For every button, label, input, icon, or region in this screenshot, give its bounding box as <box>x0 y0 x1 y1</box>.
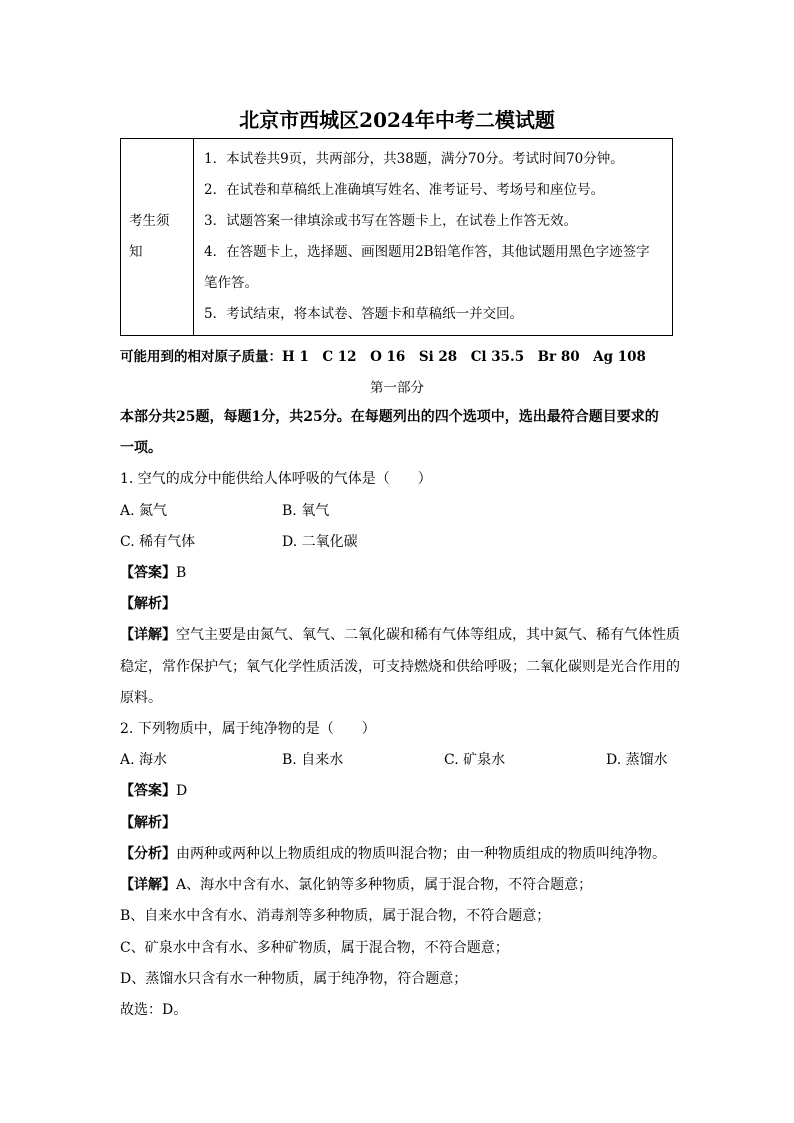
q2-detail-tag: 【详解】 <box>120 877 176 893</box>
q2-answer: D <box>176 783 188 799</box>
q2-answer-line <box>120 780 187 800</box>
q2-conclusion: 故选：D。 <box>120 1002 188 1018</box>
q1-option-a: A. 氮气 <box>120 503 168 519</box>
notice-items-cell <box>194 139 673 336</box>
q2-detail-c: C、矿泉水中含有水、多种矿物质，属于混合物，不符合题意； <box>120 940 509 956</box>
q1-detail-line2: 稳定，常作保护气；氧气化学性质活泼，可支持燃烧和供给呼吸；二氧化碳则是光合作用的 <box>120 659 680 675</box>
q2-stem: 2. 下列物质中，属于纯净物的是（ ） <box>120 721 376 737</box>
notice-label-cell <box>121 139 194 336</box>
exam-notice-table <box>120 138 673 336</box>
page-title: 北京市西城区2024年中考二模试题 <box>239 108 555 132</box>
q2-analysis-tag: 【解析】 <box>120 815 176 831</box>
q1-detail-tag: 【详解】 <box>120 627 176 643</box>
part-heading: 第一部分 <box>370 380 424 396</box>
part-intro-line1: 本部分共25题，每题1分，共25分。在每题列出的四个选项中，选出最符合题目要求的 <box>120 409 659 425</box>
q2-analysis-row <box>120 843 666 863</box>
q2-answer-tag: 【答案】 <box>120 783 176 799</box>
q1-stem: 1. 空气的成分中能供给人体呼吸的气体是（ ） <box>120 471 432 487</box>
notice-item-3: 3．试题答案一律填涂或书写在答题卡上，在试卷上作答无效。 <box>204 213 578 229</box>
q2-option-a: A. 海水 <box>120 752 168 768</box>
notice-item-2: 2．在试卷和草稿纸上准确填写姓名、准考证号、考场号和座位号。 <box>204 182 605 198</box>
atomic-masses-line: 可能用到的相对原子质量：H 1 C 12 O 16 Si 28 Cl 35.5 Br 80 Ag 108 <box>120 349 646 365</box>
q2-detail-b: B、自来水中含有水、消毒剂等多种物质，属于混合物，不符合题意； <box>120 908 551 924</box>
notice-item-4: 4．在答题卡上，选择题、画图题用2B铅笔作答，其他试题用黑色字迹签字 <box>204 244 650 260</box>
q1-detail-line1-row <box>120 624 680 644</box>
q1-answer-tag: 【答案】 <box>120 565 176 581</box>
notice-item-5: 5．考试结束，将本试卷、答题卡和草稿纸一并交回。 <box>204 306 524 322</box>
q1-option-b: B. 氧气 <box>282 503 330 519</box>
q1-answer-line <box>120 562 186 582</box>
q2-analysis-text: 由两种或两种以上物质组成的物质叫混合物；由一种物质组成的物质叫纯净物。 <box>176 846 666 862</box>
notice-label-line1: 考生须 <box>129 213 170 229</box>
q2-detail-a: A、海水中含有水、氯化钠等多种物质，属于混合物，不符合题意； <box>176 877 593 893</box>
q1-option-d: D. 二氧化碳 <box>282 534 358 550</box>
q2-detail-a-row <box>120 874 592 894</box>
q2-option-b: B. 自来水 <box>282 752 344 768</box>
q2-analysis-sub-tag: 【分析】 <box>120 846 176 862</box>
notice-item-1: 1．本试卷共9页，共两部分，共38题，满分70分。考试时间70分钟。 <box>204 151 624 167</box>
notice-label-line2: 知 <box>129 244 143 260</box>
q2-detail-d: D、蒸馏水只含有水一种物质，属于纯净物，符合题意； <box>120 971 468 987</box>
q2-option-c: C. 矿泉水 <box>444 752 506 768</box>
q1-detail-line1: 空气主要是由氮气、氧气、二氧化碳和稀有气体等组成，其中氮气、稀有气体性质 <box>176 627 680 643</box>
notice-item-4-cont: 笔作答。 <box>204 275 258 291</box>
q1-option-c: C. 稀有气体 <box>120 534 196 550</box>
part-intro-line2: 一项。 <box>120 440 162 456</box>
q2-option-d: D. 蒸馏水 <box>606 752 668 768</box>
q1-answer: B <box>176 565 187 581</box>
q1-detail-line3: 原料。 <box>120 690 162 706</box>
q1-analysis-tag: 【解析】 <box>120 596 176 612</box>
